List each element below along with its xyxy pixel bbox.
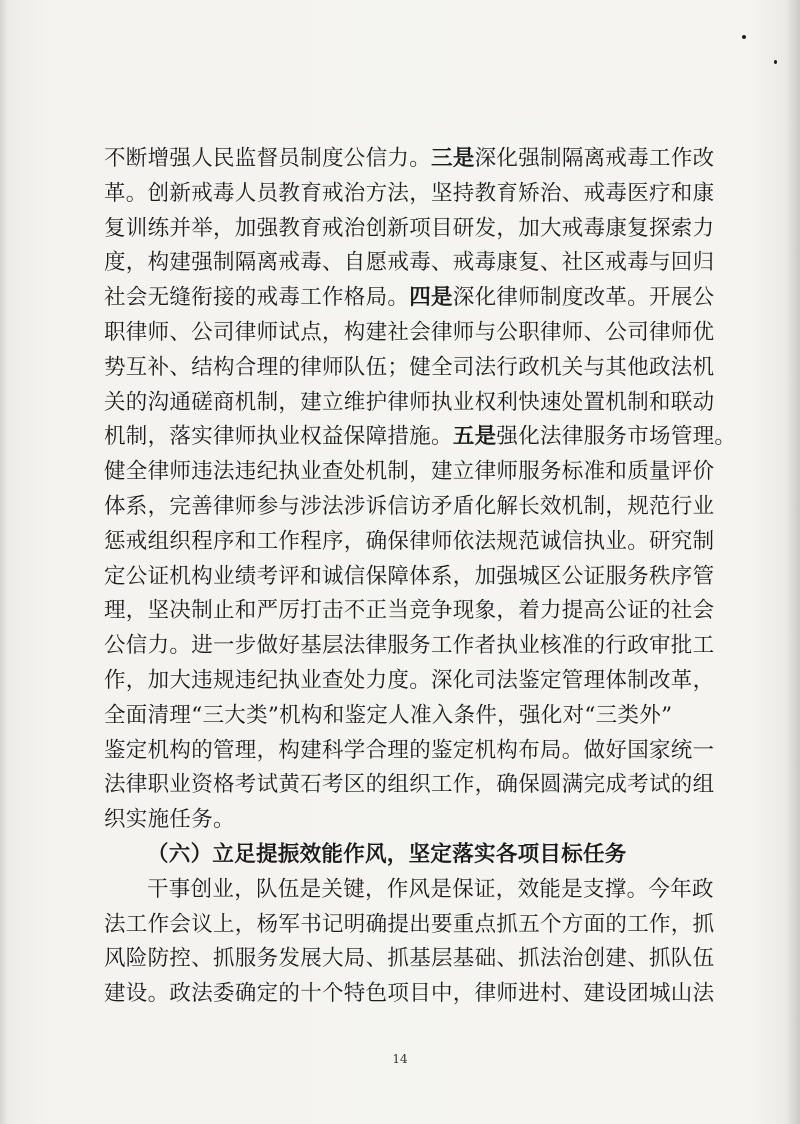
text-run: 势互补、结构合理的律师队伍；健全司法行政机关与其他政法机: [104, 354, 715, 380]
body-text: [104, 142, 737, 1012]
paragraph-judicial-reform: [104, 142, 737, 838]
text-line: [104, 734, 715, 769]
text-line: [104, 490, 715, 525]
text-line: [104, 525, 715, 560]
text-line: [104, 699, 704, 734]
text-line: [104, 386, 715, 421]
bold-text-run: 三是: [431, 146, 475, 171]
text-run: 法律职业资格考试黄石考区的组织工作，确保圆满完成考试的组: [104, 772, 715, 798]
text-run: 定公证机构业绩考评和诚信保障体系，加强城区公证服务秩序管: [104, 563, 715, 589]
text-run: 社会无缝衔接的戒毒工作格局。: [104, 285, 410, 311]
bold-text-run: 五是: [452, 424, 497, 450]
text-run: 关的沟通磋商机制，建立维护律师执业权利快速处置机制和联动: [104, 389, 715, 415]
text-run: 公信力。进一步做好基层法律服务工作者执业核准的行政审批工: [104, 633, 715, 659]
text-run: 体系，完善律师参与涉法涉诉信访矛盾化解长效机制，规范行业: [104, 493, 715, 519]
section-heading: （六）立足提振效能作风，坚定落实各项目标任务: [147, 841, 627, 867]
text-line: [104, 142, 715, 177]
scan-speck: [742, 35, 746, 39]
text-run: 强化法律服务市场管理。: [496, 424, 737, 450]
text-line: [104, 594, 715, 629]
text-line: [104, 664, 715, 699]
text-line: [104, 177, 715, 212]
page-edge-shadow-left: [0, 0, 8, 1124]
text-run: 鉴定机构的管理，构建科学合理的鉴定机构布局。做好国家统一: [104, 737, 715, 763]
text-line: 建设。政法委确定的十个特色项目中，律师进村、建设团城山法: [104, 981, 715, 1007]
text-run: 理，坚决制止和严厉打击不正当竞争现象，着力提高公证的社会: [104, 598, 715, 624]
text-run: 职律师、公司律师试点，构建社会律师与公职律师、公司律师优: [104, 319, 715, 345]
text-line: [104, 351, 715, 386]
text-line: [104, 455, 715, 490]
text-run: 健全律师违法违纪执业查处机制，建立律师服务标准和质量评价: [104, 459, 715, 485]
text-run: 度，构建强制隔离戒毒、自愿戒毒、戒毒康复、社区戒毒与回归: [104, 250, 715, 276]
text-run: 作，加大违规违纪执业查处力度。深化司法鉴定管理体制改革，: [104, 667, 715, 693]
text-line: [104, 803, 704, 838]
text-line: [104, 629, 715, 664]
page-number: 14: [392, 1052, 408, 1066]
text-run: 惩戒组织程序和工作程序，确保律师依法规范诚信执业。研究制: [104, 528, 715, 554]
text-line: 干事创业，队伍是关键，作风是保证，效能是支撑。今年政: [147, 876, 714, 902]
text-line: 法工作会议上，杨军书记明确提出要重点抓五个方面的工作，抓: [104, 911, 715, 937]
text-line: [104, 560, 715, 595]
page-edge-shadow-right: [786, 0, 800, 1124]
paragraph-work-style: [104, 873, 715, 1012]
text-run: 织实施任务。: [104, 807, 235, 833]
text-run: 机制，落实律师执业权益保障措施。: [104, 424, 453, 450]
text-line: [104, 420, 737, 455]
text-line: [104, 246, 715, 281]
text-line: [104, 212, 715, 247]
text-line: 风险防控、抓服务发展大局、抓基层基础、抓法治创建、抓队伍: [104, 946, 715, 972]
scan-speck: [774, 60, 777, 64]
text-line: [104, 768, 715, 803]
text-line: [104, 316, 715, 351]
text-run: 复训练并举，加强教育戒治创新项目研发，加大戒毒康复探索力: [104, 215, 715, 241]
text-run: 革。创新戒毒人员教育戒治方法，坚持教育矫治、戒毒医疗和康: [104, 180, 715, 206]
text-run: 深化律师制度改革。开展公: [452, 285, 715, 311]
text-run: 不断增强人民监督员制度公信力。: [104, 146, 432, 171]
text-line: [104, 281, 715, 316]
text-run: 深化强制隔离戒毒工作改: [474, 146, 715, 171]
text-run: 全面清理“三大类”机构和鉴定人准入条件，强化对“三类外”: [104, 702, 673, 728]
bold-text-run: 四是: [409, 285, 453, 311]
